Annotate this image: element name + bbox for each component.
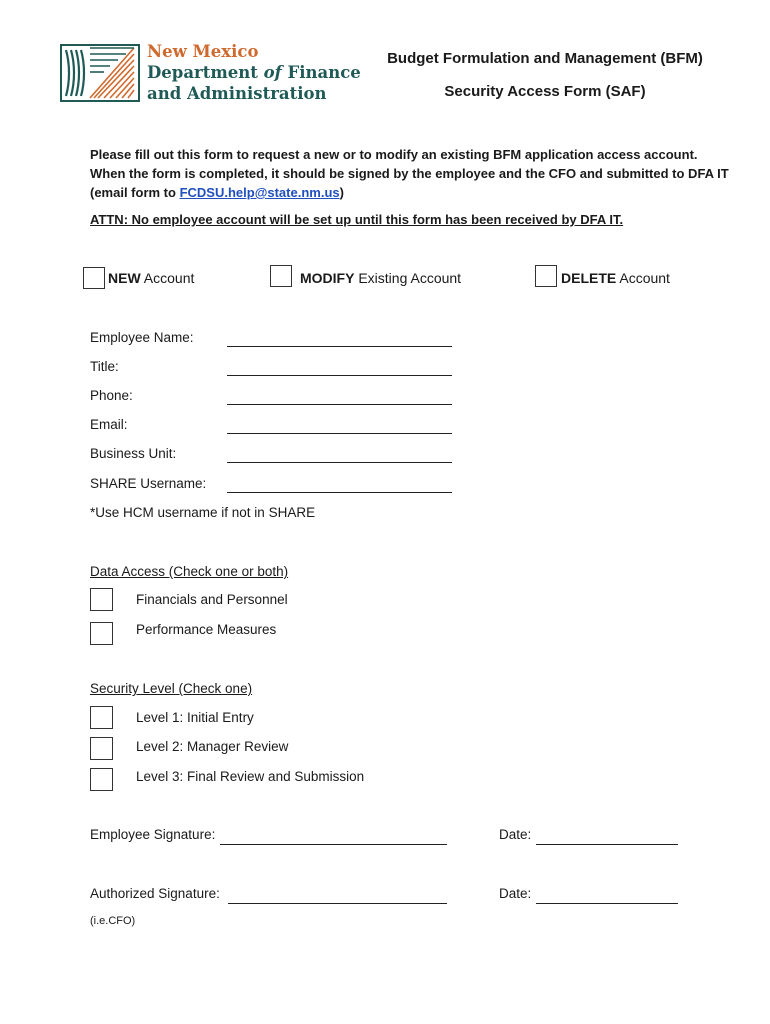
modify-account-label: MODIFY Existing Account xyxy=(300,270,462,286)
authorized-signature-note: (i.e.CFO) xyxy=(90,915,136,927)
email-field[interactable] xyxy=(227,432,452,434)
share-username-note: *Use HCM username if not in SHARE xyxy=(90,505,316,520)
employee-name-label: Employee Name: xyxy=(90,330,194,345)
modify-account-checkbox[interactable] xyxy=(270,265,292,287)
phone-field[interactable] xyxy=(227,403,452,405)
employee-signature-field[interactable] xyxy=(220,843,447,845)
employee-date-label: Date: xyxy=(499,827,532,842)
share-username-label: SHARE Username: xyxy=(90,476,207,491)
delete-account-checkbox[interactable] xyxy=(535,265,557,287)
level-2-checkbox[interactable] xyxy=(90,737,113,760)
phone-label: Phone: xyxy=(90,388,133,403)
level-1-checkbox[interactable] xyxy=(90,706,113,729)
form-title: Budget Formulation and Management (BFM) xyxy=(387,50,703,67)
dfa-logo-text: New Mexico Department of Finance and Administration xyxy=(147,42,361,103)
dfa-logo-mark xyxy=(60,44,140,102)
performance-measures-checkbox[interactable] xyxy=(90,622,113,645)
financials-personnel-label: Financials and Personnel xyxy=(136,592,288,607)
level-2-label: Level 2: Manager Review xyxy=(136,739,289,754)
attn-notice: ATTN: No employee account will be set up until this form has been received by DFA IT. xyxy=(90,212,624,227)
support-email-link[interactable]: FCDSU.help@state.nm.us xyxy=(179,185,340,200)
financials-personnel-checkbox[interactable] xyxy=(90,588,113,611)
authorized-signature-field[interactable] xyxy=(228,902,447,904)
form-subtitle: Security Access Form (SAF) xyxy=(444,83,646,100)
level-3-label: Level 3: Final Review and Submission xyxy=(136,769,365,784)
title-field[interactable] xyxy=(227,374,452,376)
security-level-heading: Security Level (Check one) xyxy=(90,681,253,696)
email-label: Email: xyxy=(90,417,128,432)
delete-account-label: DELETE Account xyxy=(561,270,670,286)
business-unit-label: Business Unit: xyxy=(90,446,177,461)
new-account-label: NEW Account xyxy=(108,270,195,286)
employee-date-field[interactable] xyxy=(536,843,678,845)
employee-signature-label: Employee Signature: xyxy=(90,827,216,842)
new-account-checkbox[interactable] xyxy=(83,267,105,289)
share-username-field[interactable] xyxy=(227,491,452,493)
level-3-checkbox[interactable] xyxy=(90,768,113,791)
business-unit-field[interactable] xyxy=(227,461,452,463)
performance-measures-label: Performance Measures xyxy=(136,622,277,637)
data-access-heading: Data Access (Check one or both) xyxy=(90,564,289,579)
level-1-label: Level 1: Initial Entry xyxy=(136,710,254,725)
authorized-date-field[interactable] xyxy=(536,902,678,904)
title-label: Title: xyxy=(90,359,119,374)
authorized-date-label: Date: xyxy=(499,886,532,901)
intro-paragraph: Please fill out this form to request a new or to modify an existing BFM application access account. When the form is completed, it should be signed by the employee and the CFO and submitted to DFA IT (email form to FCDSU.help@state.nm.us) xyxy=(90,147,729,200)
authorized-signature-label: Authorized Signature: xyxy=(90,886,220,901)
employee-name-field[interactable] xyxy=(227,345,452,347)
